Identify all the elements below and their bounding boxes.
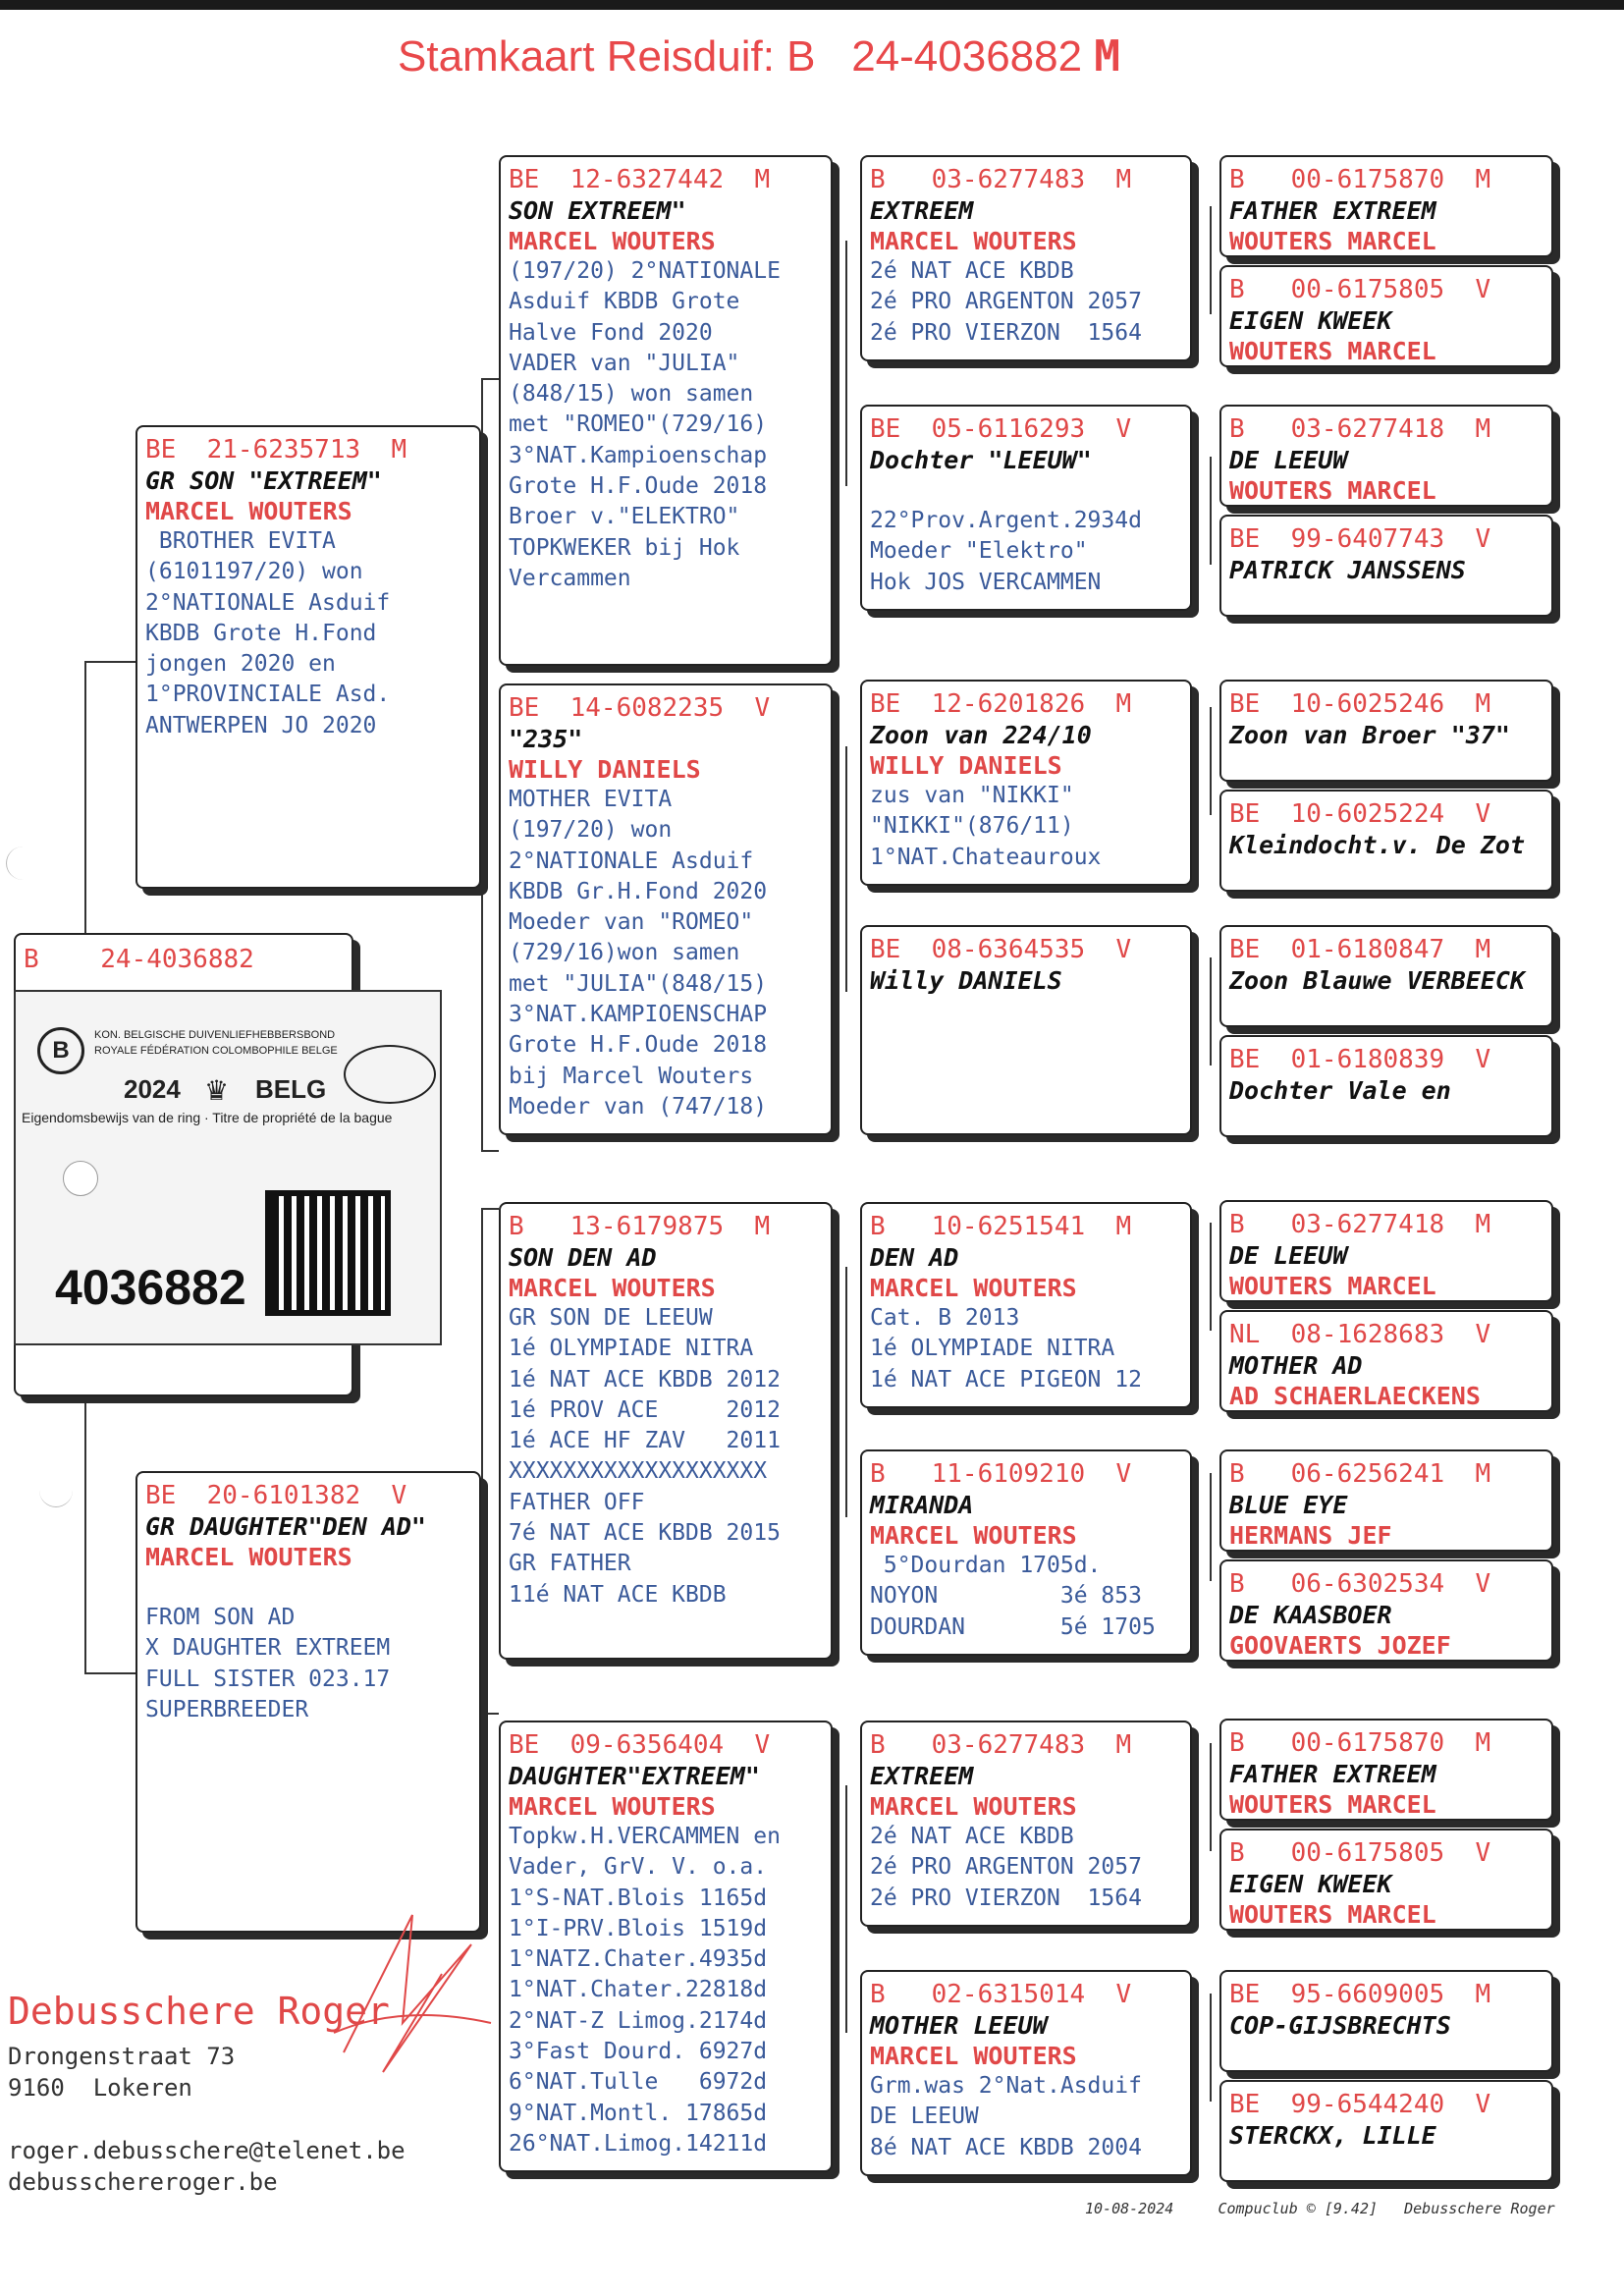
crown-icon: ♛: [204, 1075, 230, 1106]
pedigree-line: 1é OLYMPIADE NITRA: [509, 1336, 754, 1362]
great-grandparent-card: [860, 155, 1192, 361]
pedigree-line: 1é NAT ACE PIGEON 12: [870, 1366, 1142, 1393]
pedigree-line: 1°S-NAT.Blois 1165d: [509, 1885, 768, 1911]
owner-name: MARCEL WOUTERS: [870, 1274, 1077, 1302]
punch-hole: [6, 847, 40, 880]
connector-line: [1210, 1743, 1212, 1851]
pedigree-line: Halve Fond 2020: [509, 319, 713, 346]
connector-line: [845, 1267, 847, 1517]
ring-number: B 13-6179875 M: [509, 1212, 771, 1241]
gg-grandparent-card: [1219, 1719, 1553, 1821]
connector-line: [481, 378, 483, 1150]
ring-number: B 00-6175870 M: [1229, 165, 1491, 194]
ring-number: BE 01-6180839 V: [1229, 1045, 1491, 1074]
gg-grandparent-card: [1219, 405, 1553, 507]
ring-number: B 02-6315014 V: [870, 1980, 1132, 2009]
pedigree-line: 11é NAT ACE KBDB: [509, 1581, 727, 1608]
ring-number: BE 21-6235713 M: [145, 435, 407, 464]
kbdb-logo: B: [37, 1027, 84, 1074]
pigeon-name: EIGEN KWEEK: [1229, 1870, 1392, 1898]
pedigree-line: 1é PROV ACE 2012: [509, 1396, 781, 1423]
org-name-fr: ROYALE FÉDÉRATION COLOMBOPHILE BELGE: [94, 1045, 338, 1057]
gg-grandparent-card: [1219, 2080, 1553, 2182]
owner-name: WOUTERS MARCEL: [1229, 1272, 1436, 1300]
gg-grandparent-card: [1219, 925, 1553, 1027]
pigeon-name: MOTHER AD: [1229, 1351, 1363, 1380]
pedigree-line: Grote H.F.Oude 2018: [509, 473, 768, 500]
owner-name: WILLY DANIELS: [870, 751, 1062, 780]
pigeon-name: Zoon van Broer "37": [1229, 721, 1510, 749]
pedigree-line: Moeder van "ROMEO": [509, 909, 754, 936]
pedigree-line: 3°NAT.Kampioenschap: [509, 442, 768, 468]
ring-number: B 11-6109210 V: [870, 1459, 1132, 1489]
connector-line: [1210, 1473, 1212, 1581]
org-name-nl: KON. BELGISCHE DUIVENLIEFHEBBERSBOND: [94, 1029, 336, 1041]
ring-number: B 00-6175805 V: [1229, 275, 1491, 304]
ring-number: BE 10-6025224 V: [1229, 799, 1491, 829]
connector-line: [84, 661, 135, 663]
ring-number: B 03-6277483 M: [870, 1730, 1132, 1760]
ring-number: BE 12-6327442 M: [509, 165, 771, 194]
pedigree-line: Broer v."ELEKTRO": [509, 504, 740, 530]
breeder-city: 9160 Lokeren: [8, 2074, 192, 2102]
pigeon-name: GR DAUGHTER"DEN AD": [145, 1512, 426, 1541]
owner-name: MARCEL WOUTERS: [509, 1792, 716, 1821]
ring-number: BE 01-6180847 M: [1229, 935, 1491, 964]
gg-grandparent-card: [1219, 1970, 1553, 2072]
great-grandparent-card: [860, 405, 1192, 611]
pedigree-line: Topkw.H.VERCAMMEN en: [509, 1824, 781, 1849]
ring-number: BE 10-6025246 M: [1229, 689, 1491, 719]
connector-line: [481, 1150, 499, 1152]
pigeon-name: DEN AD: [870, 1243, 959, 1272]
ring-number: BE 95-6609005 M: [1229, 1980, 1491, 2009]
great-grandparent-card: [860, 1970, 1192, 2176]
ring-number: B 00-6175805 V: [1229, 1838, 1491, 1868]
grandparent-card: [499, 1721, 833, 2172]
pedigree-line: 2é PRO ARGENTON 2057: [870, 289, 1142, 315]
grandparent-card: [499, 155, 833, 666]
ring-number: B 03-6277418 M: [1229, 1210, 1491, 1239]
pedigree-line: Moeder van (747/18): [509, 1093, 768, 1120]
pedigree-line: KBDB Grote H.Fond: [145, 620, 377, 646]
pedigree-line: (197/20) won: [509, 817, 673, 844]
owner-name: GOOVAERTS JOZEF: [1229, 1631, 1451, 1660]
owner-name: MARCEL WOUTERS: [509, 1274, 716, 1302]
great-grandparent-card: [860, 1721, 1192, 1927]
punch-hole: [39, 1473, 73, 1507]
owner-name: WOUTERS MARCEL: [1229, 476, 1436, 505]
great-grandparent-card: [860, 680, 1192, 886]
pedigree-line: (6101197/20) won: [145, 559, 363, 585]
pigeon-name: FATHER EXTREEM: [1229, 1760, 1436, 1788]
pedigree-line: GR FATHER: [509, 1551, 631, 1577]
pigeon-name: FATHER EXTREEM: [1229, 196, 1436, 225]
connector-line: [1210, 457, 1212, 565]
pedigree-line: 9°NAT.Montl. 17865d: [509, 2100, 768, 2126]
owner-name: HERMANS JEF: [1229, 1521, 1392, 1550]
connector-line: [84, 1672, 135, 1674]
pigeon-name: Zoon van 224/10: [870, 721, 1092, 749]
pigeon-name: EXTREEM: [870, 196, 974, 225]
ownership-text: Eigendomsbewijs van de ring · Titre de propriété de la bague: [22, 1110, 393, 1125]
gg-grandparent-card: [1219, 1310, 1553, 1412]
pedigree-line: zus van "NIKKI": [870, 783, 1074, 808]
pedigree-line: bij Marcel Wouters: [509, 1063, 754, 1089]
globe-logo-icon: [344, 1045, 436, 1104]
connector-line: [481, 1208, 499, 1210]
pedigree-line: 6°NAT.Tulle 6972d: [509, 2069, 768, 2096]
breeder-website: debusschereroger.be: [8, 2168, 278, 2196]
gg-grandparent-card: [1219, 1200, 1553, 1302]
top-border: [0, 0, 1624, 10]
pigeon-name: Dochter "LEEUW": [870, 446, 1092, 474]
ring-year: 2024: [124, 1074, 181, 1104]
ring-number: B 24-4036882: [24, 945, 254, 974]
pedigree-line: 1°NAT.Chateauroux: [870, 844, 1102, 870]
pedigree-line: SUPERBREEDER: [145, 1696, 309, 1722]
owner-name: MARCEL WOUTERS: [145, 497, 352, 525]
pedigree-line: 2°NATIONALE Asduif: [509, 847, 754, 874]
pedigree-line: 22°Prov.Argent.2934d: [870, 508, 1142, 533]
pedigree-line: Grm.was 2°Nat.Asduif: [870, 2073, 1142, 2099]
page-title: [398, 31, 1120, 82]
pedigree-line: 1é OLYMPIADE NITRA: [870, 1336, 1115, 1362]
pigeon-name: GR SON "EXTREEM": [145, 466, 382, 495]
pedigree-line: (848/15) won samen: [509, 381, 754, 408]
pedigree-line: 8é NAT ACE KBDB 2004: [870, 2134, 1142, 2160]
pedigree-line: 2é NAT ACE KBDB: [870, 1824, 1074, 1849]
ring-number: B 10-6251541 M: [870, 1212, 1132, 1241]
pedigree-line: Grote H.F.Oude 2018: [509, 1032, 768, 1059]
great-grandparent-card: [860, 925, 1192, 1135]
pigeon-name: EXTREEM: [870, 1762, 974, 1790]
pedigree-line: 1é NAT ACE KBDB 2012: [509, 1366, 781, 1393]
owner-name: MARCEL WOUTERS: [870, 1521, 1077, 1550]
gg-grandparent-card: [1219, 1829, 1553, 1931]
great-grandparent-card: [860, 1202, 1192, 1408]
pedigree-line: FATHER OFF: [509, 1489, 645, 1515]
pedigree-line: (197/20) 2°NATIONALE: [509, 258, 781, 284]
pedigree-line: XXXXXXXXXXXXXXXXXXX: [509, 1458, 768, 1485]
pigeon-name: BLUE EYE: [1229, 1491, 1348, 1519]
pedigree-line: 2é PRO ARGENTON 2057: [870, 1854, 1142, 1881]
pedigree-line: 2°NATIONALE Asduif: [145, 589, 391, 616]
ring-number: B 06-6302534 V: [1229, 1569, 1491, 1599]
pedigree-line: 1°I-PRV.Blois 1519d: [509, 1915, 768, 1941]
ring-number: B 00-6175870 M: [1229, 1728, 1491, 1758]
pedigree-line: X DAUGHTER EXTREEM: [145, 1635, 391, 1662]
owner-name: WOUTERS MARCEL: [1229, 227, 1436, 255]
pedigree-line: 3°Fast Dourd. 6927d: [509, 2039, 768, 2065]
pigeon-name: EIGEN KWEEK: [1229, 306, 1392, 335]
pigeon-name: "235": [509, 725, 583, 753]
gg-grandparent-card: [1219, 1449, 1553, 1552]
pedigree-line: 5°Dourdan 1705d.: [870, 1553, 1102, 1578]
pedigree-line: met "ROMEO"(729/16): [509, 411, 768, 438]
great-grandparent-card: [860, 1449, 1192, 1656]
qr-code: [265, 1190, 391, 1316]
pedigree-line: 26°NAT.Limog.14211d: [509, 2130, 768, 2157]
title-prefix: Stamkaart Reisduif: B: [398, 32, 816, 81]
ring-certificate: [14, 990, 442, 1345]
pigeon-name: DAUGHTER"EXTREEM": [509, 1762, 760, 1790]
connector-line: [1210, 957, 1212, 1066]
ring-number-large: 4036882: [55, 1260, 246, 1315]
pedigree-line: 2°NAT-Z Limog.2174d: [509, 2007, 768, 2034]
gg-grandparent-card: [1219, 1559, 1553, 1662]
pedigree-line: "NIKKI"(876/11): [870, 813, 1074, 840]
connector-line: [481, 1713, 499, 1715]
gg-grandparent-card: [1219, 680, 1553, 782]
ring-number: BE 14-6082235 V: [509, 693, 771, 723]
pigeon-name: COP-GIJSBRECHTS: [1229, 2011, 1451, 2040]
ring-country: BELG: [255, 1074, 327, 1104]
ring-number: B 06-6256241 M: [1229, 1459, 1491, 1489]
gg-grandparent-card: [1219, 1035, 1553, 1137]
pigeon-name: STERCKX, LILLE: [1229, 2121, 1436, 2150]
pedigree-line: (729/16)won samen: [509, 940, 740, 966]
pedigree-line: 2é PRO VIERZON 1564: [870, 319, 1142, 346]
pedigree-line: BROTHER EVITA: [145, 528, 336, 554]
connector-line: [1210, 1223, 1212, 1331]
pigeon-name: DE LEEUW: [1229, 1241, 1348, 1270]
ring-number: BE 12-6201826 M: [870, 689, 1132, 719]
owner-name: WOUTERS MARCEL: [1229, 1900, 1436, 1929]
sire-card: [135, 425, 481, 889]
pedigree-line: Cat. B 2013: [870, 1305, 1020, 1331]
pedigree-line: GR SON DE LEEUW: [509, 1305, 713, 1331]
owner-name: MARCEL WOUTERS: [509, 227, 716, 255]
pedigree-line: 1°NATZ.Chater.4935d: [509, 1946, 768, 1973]
gg-grandparent-card: [1219, 515, 1553, 617]
signature-icon: [324, 1905, 501, 2082]
pedigree-line: Vader, GrV. V. o.a.: [509, 1854, 768, 1881]
owner-name: MARCEL WOUTERS: [145, 1543, 352, 1571]
title-sex: M: [1094, 31, 1120, 82]
pedigree-line: NOYON 3é 853: [870, 1583, 1142, 1610]
ring-number: BE 99-6407743 V: [1229, 524, 1491, 554]
pigeon-name: Willy DANIELS: [870, 966, 1062, 995]
gg-grandparent-card: [1219, 265, 1553, 367]
pigeon-name: DE LEEUW: [1229, 446, 1348, 474]
pedigree-line: 1é ACE HF ZAV 2011: [509, 1428, 781, 1454]
pedigree-line: Hok JOS VERCAMMEN: [870, 569, 1102, 595]
pigeon-name: Kleindocht.v. De Zot: [1229, 831, 1526, 859]
pedigree-line: DOURDAN 5é 1705: [870, 1613, 1156, 1640]
print-stamp: 10-08-2024 Compuclub © [9.42] Debusschere Roger: [1085, 2200, 1555, 2217]
title-ring: 24-4036882: [851, 32, 1083, 81]
breeder-name: Debusschere Roger: [8, 1990, 390, 2033]
pigeon-name: PATRICK JANSSENS: [1229, 556, 1466, 584]
connector-line: [845, 241, 847, 486]
pedigree-line: FULL SISTER 023.17: [145, 1666, 391, 1692]
pedigree-line: Vercammen: [509, 565, 631, 591]
pedigree-line: 2é PRO VIERZON 1564: [870, 1885, 1142, 1911]
ring-number: BE 99-6544240 V: [1229, 2090, 1491, 2119]
connector-line: [1210, 206, 1212, 314]
pigeon-name: Zoon Blauwe VERBEECK: [1229, 966, 1526, 995]
ring-number: B 03-6277418 M: [1229, 414, 1491, 444]
pedigree-line: 1°NAT.Chater.22818d: [509, 1977, 768, 2003]
grandparent-card: [499, 683, 833, 1135]
pigeon-name: DE KAASBOER: [1229, 1601, 1392, 1629]
pedigree-line: 1°PROVINCIALE Asd.: [145, 682, 391, 708]
pedigree-line: TOPKWEKER bij Hok: [509, 534, 740, 561]
pigeon-name: MIRANDA: [870, 1491, 974, 1519]
pedigree-line: DE LEEUW: [870, 2104, 979, 2130]
dam-card: [135, 1471, 481, 1933]
gg-grandparent-card: [1219, 155, 1553, 257]
pedigree-line: met "JULIA"(848/15): [509, 970, 768, 997]
pedigree-line: jongen 2020 en: [145, 651, 336, 678]
punch-hole: [63, 1161, 98, 1196]
ring-number: BE 09-6356404 V: [509, 1730, 771, 1760]
connector-line: [1210, 1994, 1212, 2102]
pigeon-name: SON DEN AD: [509, 1243, 657, 1272]
ring-number: BE 20-6101382 V: [145, 1481, 407, 1510]
ring-number: BE 05-6116293 V: [870, 414, 1132, 444]
connector-line: [481, 378, 499, 380]
pedigree-line: ANTWERPEN JO 2020: [145, 712, 377, 738]
pigeon-name: Dochter Vale en: [1229, 1076, 1451, 1105]
owner-name: WILLY DANIELS: [509, 755, 701, 784]
owner-name: WOUTERS MARCEL: [1229, 1790, 1436, 1819]
owner-name: MARCEL WOUTERS: [870, 1792, 1077, 1821]
pedigree-line: KBDB Gr.H.Fond 2020: [509, 878, 768, 904]
owner-name: MARCEL WOUTERS: [870, 227, 1077, 255]
connector-line: [1210, 707, 1212, 815]
ring-number: B 03-6277483 M: [870, 165, 1132, 194]
pedigree-line: FROM SON AD: [145, 1605, 296, 1630]
owner-name: AD SCHAERLAECKENS: [1229, 1382, 1481, 1410]
breeder-street: Drongenstraat 73: [8, 2043, 236, 2070]
gg-grandparent-card: [1219, 790, 1553, 892]
owner-name: WOUTERS MARCEL: [1229, 337, 1436, 365]
connector-line: [481, 1208, 483, 1713]
pedigree-line: 7é NAT ACE KBDB 2015: [509, 1520, 781, 1547]
pedigree-line: 3°NAT.KAMPIOENSCHAP: [509, 1002, 768, 1028]
pedigree-line: VADER van "JULIA": [509, 350, 740, 376]
breeder-email: roger.debusschere@telenet.be: [8, 2137, 406, 2164]
pedigree-line: MOTHER EVITA: [509, 787, 673, 812]
ring-number: NL 08-1628683 V: [1229, 1320, 1491, 1349]
pedigree-line: 2é NAT ACE KBDB: [870, 258, 1074, 284]
pedigree-line: Moeder "Elektro": [870, 538, 1088, 565]
pedigree-line: Asduif KBDB Grote: [509, 289, 740, 315]
grandparent-card: [499, 1202, 833, 1660]
connector-line: [845, 1785, 847, 2033]
ring-number: BE 08-6364535 V: [870, 935, 1132, 964]
pigeon-name: MOTHER LEEUW: [870, 2011, 1048, 2040]
owner-name: MARCEL WOUTERS: [870, 2042, 1077, 2070]
pigeon-name: SON EXTREEM": [509, 196, 686, 225]
connector-line: [845, 746, 847, 992]
